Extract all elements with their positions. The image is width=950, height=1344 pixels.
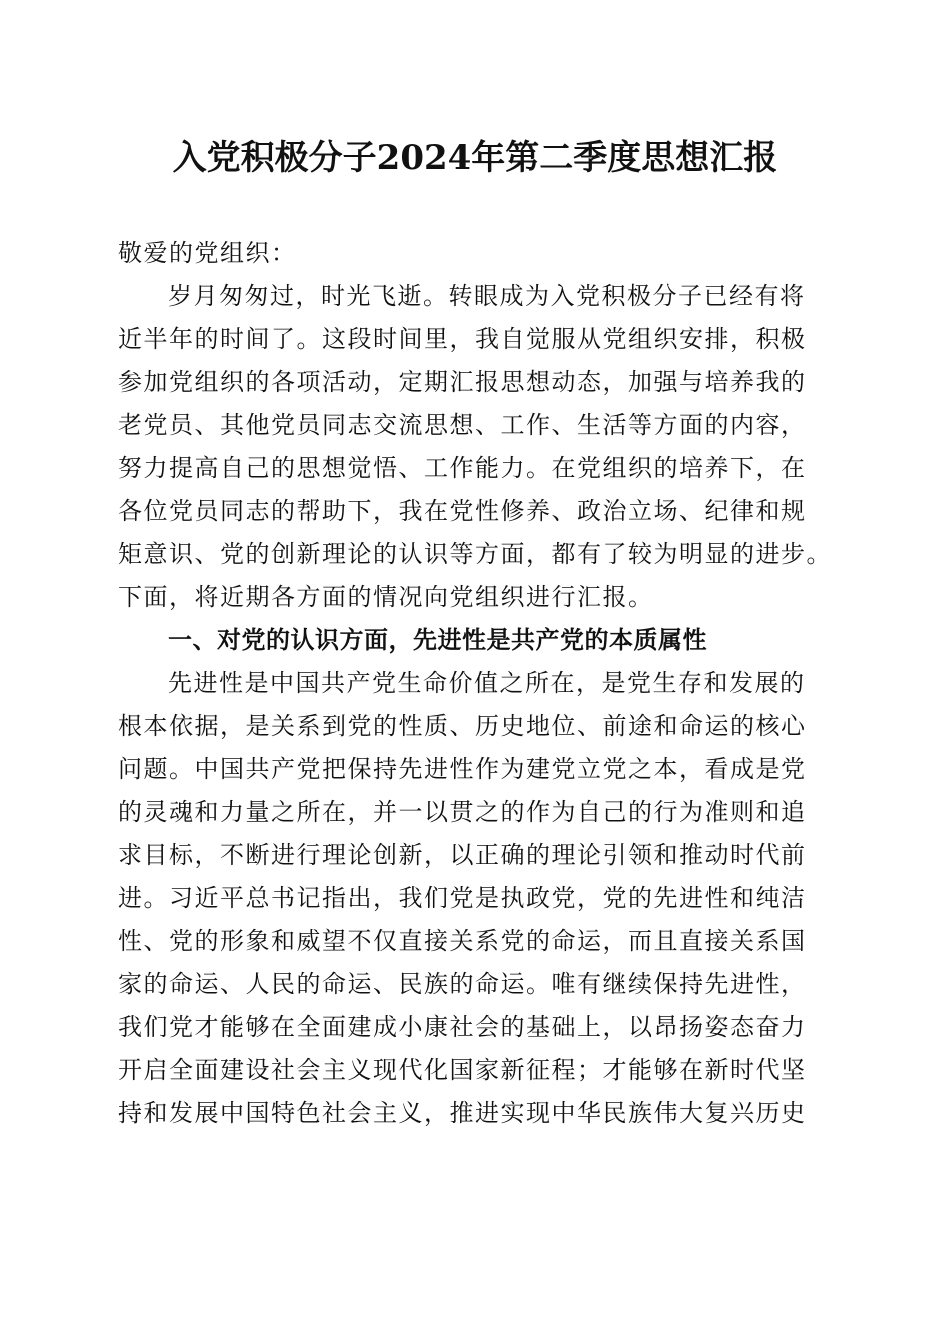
paragraph-line: 各位党员同志的帮助下，我在党性修养、政治立场、纪律和规 [118,497,807,525]
paragraph-line: 先进性是中国共产党生命价值之所在，是党生存和发展的 [168,669,806,697]
paragraph-line: 问题。中国共产党把保持先进性作为建党立党之本，看成是党 [118,755,807,783]
paragraph-line: 性、党的形象和威望不仅直接关系党的命运，而且直接关系国 [118,927,807,955]
paragraph-line: 进。习近平总书记指出，我们党是执政党，党的先进性和纯洁 [118,884,807,912]
paragraph-line: 近半年的时间了。这段时间里，我自觉服从党组织安排，积极 [118,325,807,353]
paragraph-line: 求目标，不断进行理论创新，以正确的理论引领和推动时代前 [118,841,807,869]
paragraph-line: 开启全面建设社会主义现代化国家新征程；才能够在新时代坚 [118,1056,807,1084]
paragraph-line: 老党员、其他党员同志交流思想、工作、生活等方面的内容， [118,411,807,439]
paragraph-line: 根本依据，是关系到党的性质、历史地位、前途和命运的核心 [118,712,807,740]
document-title: 入党积极分子2024年第二季度思想汇报 [172,138,778,178]
paragraph-line: 矩意识、党的创新理论的认识等方面，都有了较为明显的进步。 [118,540,832,568]
paragraph-line: 的灵魂和力量之所在，并一以贯之的作为自己的行为准则和追 [118,798,807,826]
document-body [118,232,838,1135]
paragraph-line: 家的命运、人民的命运、民族的命运。唯有继续保持先进性， [118,970,807,998]
paragraph-line: 我们党才能够在全面建成小康社会的基础上，以昂扬姿态奋力 [118,1013,807,1041]
paragraph-line: 岁月匆匆过，时光飞逝。转眼成为入党积极分子已经有将 [168,282,806,310]
salutation: 敬爱的党组织： [118,239,297,267]
paragraph-line: 持和发展中国特色社会主义，推进实现中华民族伟大复兴历史 [118,1099,807,1127]
paragraph-line: 下面，将近期各方面的情况向党组织进行汇报。 [118,583,654,611]
paragraph-line: 参加党组织的各项活动，定期汇报思想动态，加强与培养我的 [118,368,807,396]
paragraph-line: 努力提高自己的思想觉悟、工作能力。在党组织的培养下，在 [118,454,807,482]
section-heading: 一、对党的认识方面，先进性是共产党的本质属性 [168,626,707,654]
